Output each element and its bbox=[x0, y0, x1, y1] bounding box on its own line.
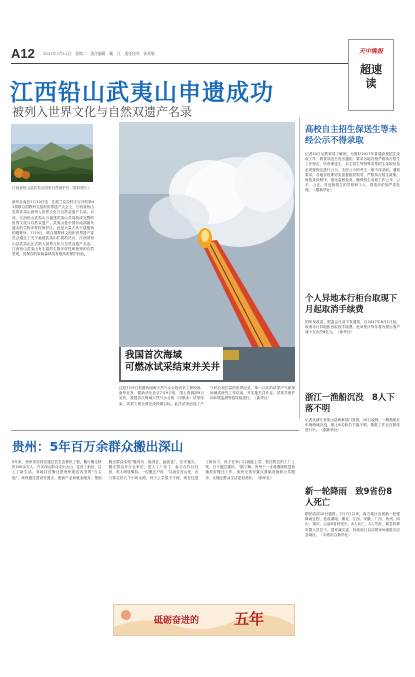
page-number: A12 bbox=[11, 46, 35, 61]
lead-title: 江西铅山武夷山申遗成功 bbox=[10, 80, 274, 106]
hydrate-headline-box bbox=[121, 347, 223, 380]
bottom-body: 5年来，贵州省坚持实施扶贫生态移民工程，累计搬迁移民100余万人，许多深山群众走出大山，住进了新房，过上了新生活。易地扶贫搬迁是贵州脱贫攻坚的“当头炮”，贵州通过建设安置点、配套产业和就业服务，帮助搬迁群众实现“搬得出、稳得住、能致富”。在安置点，搬迁群众开办农家乐、进入工厂务工、参与合作社经营，收入明显增加。一位搬迁户说：“以前住在山里，出门要走好几个小时山路，孩子上学很不方便。现在住进了新房子，孩子在家门口就能上学，我在附近的工厂上班，日子越过越好。”据了解，贵州下一步将继续推进易地扶贫搬迁工作，加快完善安置点基础设施和公共服务，让搬迁群众生活更加美好。（新华社） bbox=[12, 460, 295, 480]
brand-box bbox=[348, 39, 394, 111]
hydrate-headline-line2: 可燃冰试采结束并关井 bbox=[125, 362, 221, 373]
bottom-title: 贵州：5年百万余群众搬出深山 bbox=[12, 439, 184, 454]
hydrate-caption: 这是7月9日拍摄的南海天然气水合物试采工程现场。 新华社发 据新华社北京7月9日电 国土资源部9日宣布，我国首次海域天然气水合物（可燃冰）试采结束，试采工程全面完成预期目标。此次试采创造了产气时长和总量的世界纪录，第一口井的试采产气和现场测试研究工作结束，并实施关井作业。试采井保护和环境监测等将持续进行。（新华社） bbox=[119, 386, 295, 406]
mountain-photo-caption: 江西省铅山县武夷山国家自然保护区（资料图片） bbox=[12, 186, 92, 190]
banner-text: 砥砺奋进的 bbox=[154, 616, 200, 626]
banner-big-text: 五年 bbox=[234, 610, 265, 628]
article-rain-body: 据民政部10日通报，7月7日以来，南方地区出现新一轮强降雨过程，造成湖南、湖北、江西、安徽、广西、贵州、四川、重庆、云南9省份受灾，8人死亡，3人失踪，紧急转移安置人员若干。国家减灾委、民政部已启动国家Ⅳ级救灾应急响应。（本报综合新华社） bbox=[305, 512, 400, 537]
mountain-photo bbox=[11, 124, 93, 182]
article-rain-title: 新一轮降雨 致9省份8人死亡 bbox=[305, 486, 393, 507]
lead-body: 新华社南昌7月10日电 在波兰克拉科夫召开的第41届联合国教科文组织世界遗产大会上，江西省铅山县的武夷山被列入世界文化与自然双遗产名录。目前，江西铅山武夷山与福建武夷山共同构成完整的世界文化与自然双遗产。武夷山是中国东南部最负盛名的生物多样性保护区，也是大量古代孑遗植物的避难所。7月9日，联合国教科文组织世界遗产委员会通过了关于福建武夷山扩展的决议，江西省铅山县武夷山正式纳入世界文化与自然双遗产名录。江西铅山武夷山有丰富的生物多样性和独特的自然景观，其保存的原始森林具有极高的保护价值。 bbox=[12, 200, 94, 257]
article-ship-body: 记者从浙江省象山县海事部门获悉，10日凌晨，一艘渔船在东海海域沉没，船上8名船员下落不明，搜救工作正在紧张进行中。（据新华社） bbox=[305, 418, 400, 433]
article-fee-title: 个人异地本行柜台取现下月起取消手续费 bbox=[305, 293, 398, 314]
column-divider-1 bbox=[299, 118, 300, 418]
brand-logo: 天中晚报 bbox=[358, 48, 383, 55]
article-fee-body: 国家发改委、银监会日前下发通知，自2017年8月1日起，取消本行异地柜台取现手续费。此举预计每年将为银行客户减少支出约8亿元。（新华社） bbox=[305, 320, 400, 335]
lead-subtitle: 被列入世界文化与自然双遗产名录 bbox=[12, 105, 193, 119]
date-line: 2017年7月11日 星期二 责任编辑 戴 江 责任校对 孙亚敏 bbox=[43, 51, 155, 56]
five-years-banner bbox=[113, 604, 295, 636]
header-rule bbox=[11, 63, 386, 64]
gas-hydrate-photo bbox=[119, 122, 295, 382]
article-admission-body: 记者10日从教育部了解到，为做好2017年普通高校招生录取工作，教育部近日发出通知，要求各地各校严格执行招生工作规定，所有保送生、自主招生等特殊类型招生录取信息必须按规定进行公示，未经公示的考生一律不得录取。通知要求，各地各校要切实加强组织领导，严格执行招生政策，规范录取程序，强化监督检查，确保招生录取工作公开、公平、公正。对违规招生的学校和个人，将依法依规严肃处理。（据新华社） bbox=[305, 152, 400, 193]
article-ship-title: 浙江一渔船沉没 8人下落不明 bbox=[305, 392, 395, 413]
bottom-section-rule bbox=[11, 430, 299, 431]
article-admission-title: 高校自主招生保送生等未经公示不得录取 bbox=[305, 124, 398, 145]
column-label: 超速读 bbox=[360, 63, 382, 90]
hydrate-headline-line1: 我国首次海域 bbox=[125, 350, 183, 361]
